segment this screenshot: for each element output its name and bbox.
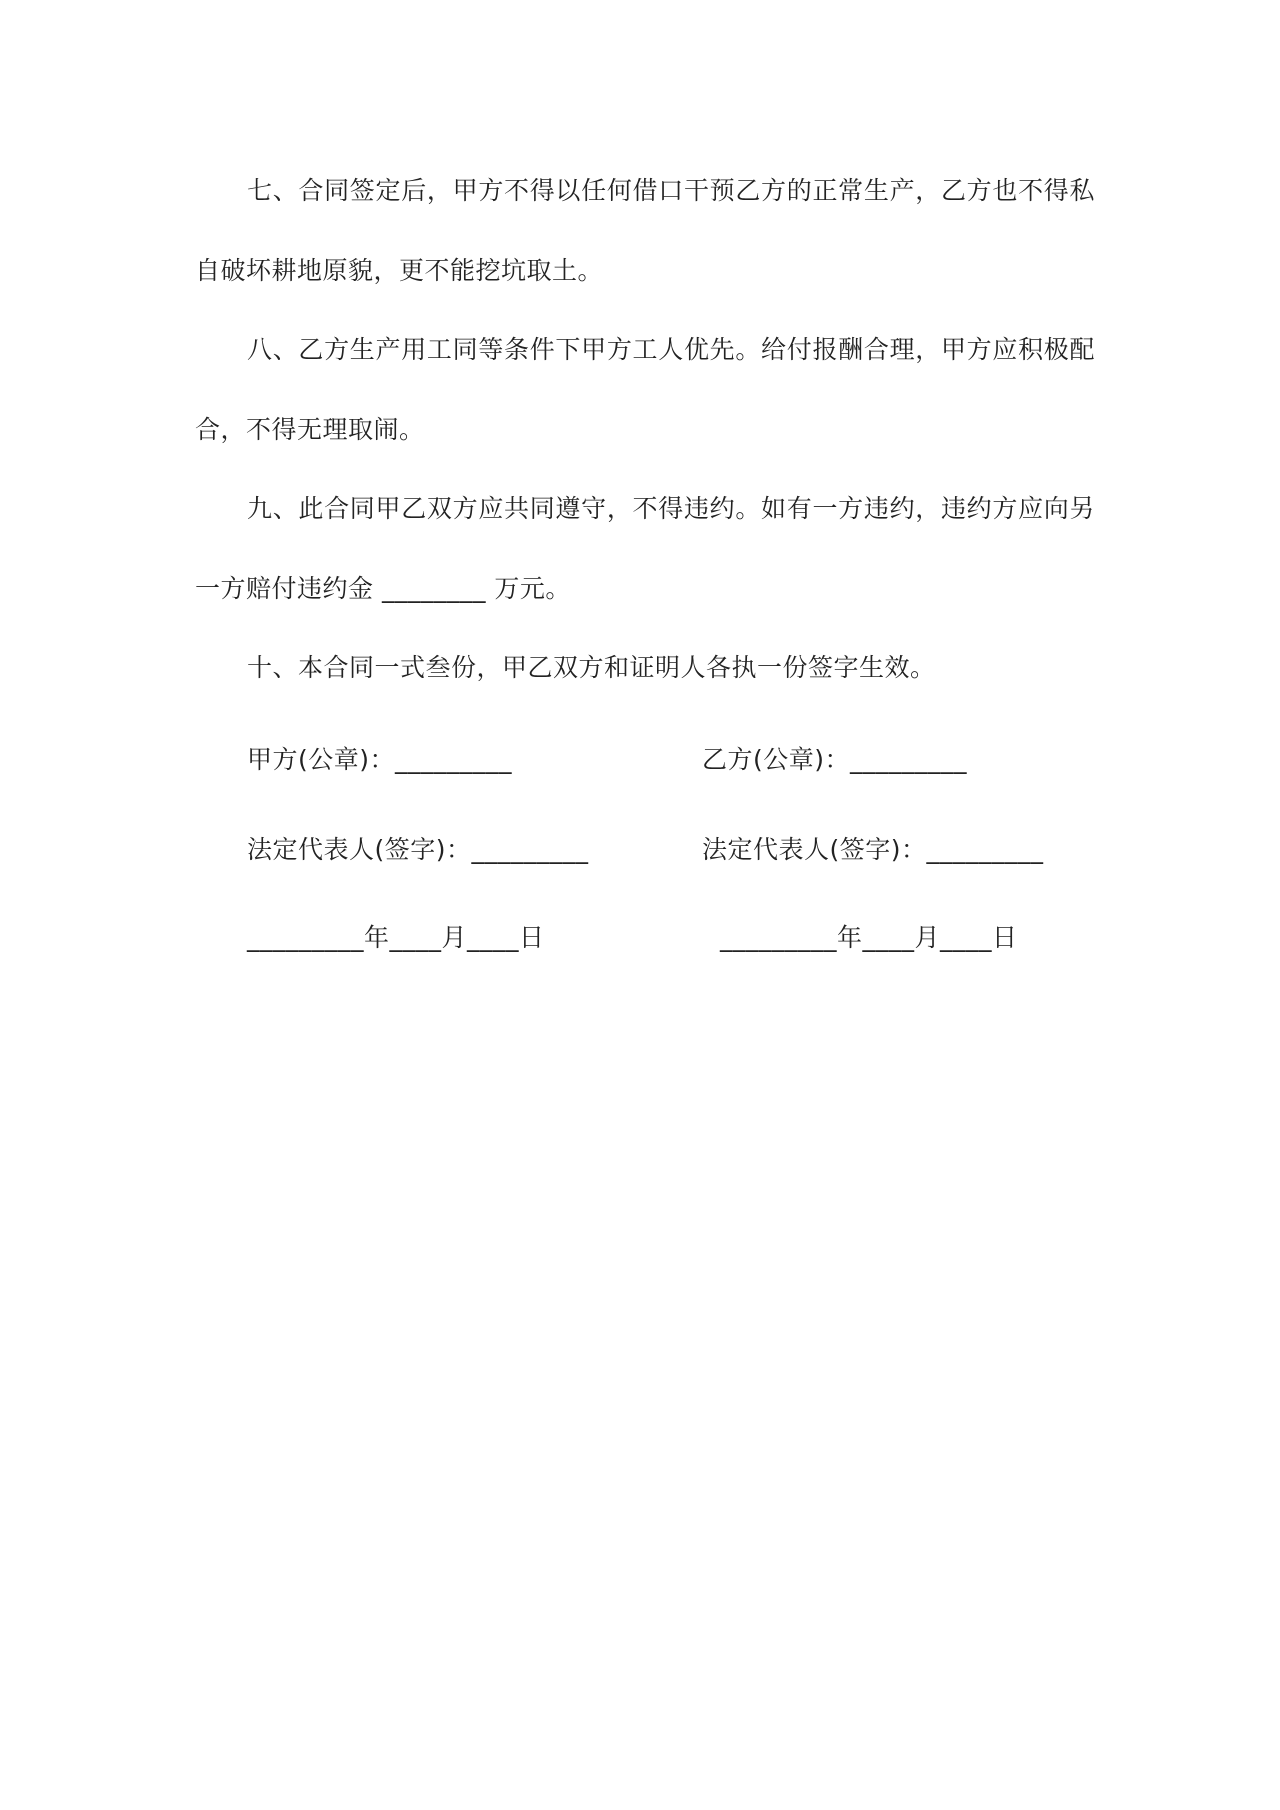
party-b-seal: 乙方(公章)：_________ [702, 745, 968, 774]
clause-10: 十、本合同一式叁份，甲乙双方和证明人各执一份签字生效。 [247, 653, 936, 682]
clause-9: 九、此合同甲乙双方应共同遵守，不得违约。如有一方违约，违约方应向另一方赔付违约金 ________ 万元。 [195, 494, 1095, 603]
party-a-date: _________年____月____日 [247, 923, 545, 952]
clause-8: 八、乙方生产用工同等条件下甲方工人优先。给付报酬合理，甲方应积极配合，不得无理取闹。 [195, 335, 1095, 444]
clause-7: 七、合同签定后，甲方不得以任何借口干预乙方的正常生产，乙方也不得私自破坏耕地原貌，更不能挖坑取土。 [195, 176, 1095, 285]
party-b-representative: 法定代表人(签字)：_________ [702, 835, 1044, 864]
party-a-representative: 法定代表人(签字)：_________ [247, 835, 589, 864]
party-b-date: _________年____月____日 [720, 923, 1018, 952]
party-a-seal: 甲方(公章)：_________ [247, 745, 513, 774]
